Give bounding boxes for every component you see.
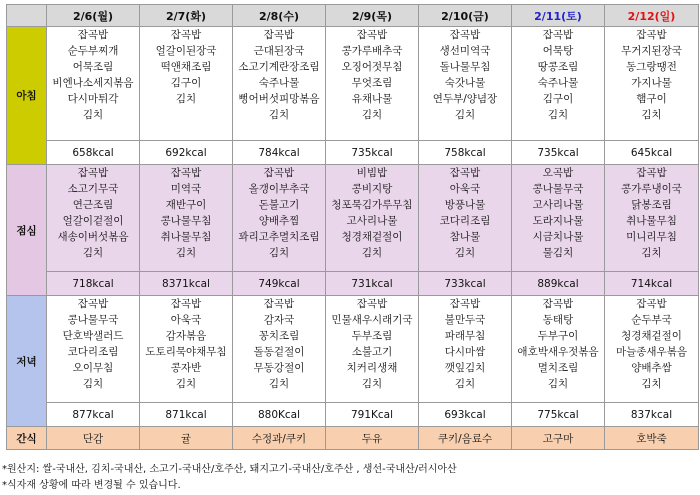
- menu-item: 잡곡밥: [263, 298, 295, 310]
- menu-item: 연두부/양념장: [432, 93, 498, 105]
- menu-item: 비엔나소세지볶음: [52, 77, 134, 89]
- breakfast-kcal-cell: 645kcal: [605, 141, 699, 165]
- snack-cell: 고구마: [512, 427, 605, 450]
- menu-item: 땅콩조림: [537, 61, 579, 73]
- menu-item: 아욱국: [170, 314, 202, 326]
- breakfast-kcal-cell: 735kcal: [326, 141, 419, 165]
- menu-item: 김치: [82, 109, 104, 121]
- menu-item: 김치: [82, 378, 104, 390]
- menu-item: 김치: [547, 109, 569, 121]
- menu-item: 돌동겉절이: [253, 346, 305, 358]
- menu-item: 양배추찜: [258, 215, 300, 227]
- menu-item: 김치: [361, 109, 383, 121]
- menu-item: 김치: [361, 378, 383, 390]
- menu-item: 어묵탕: [542, 45, 574, 57]
- menu-item: 도토리묵야채무침: [145, 346, 227, 358]
- menu-item: 취나물무침: [626, 215, 677, 227]
- dinner-kcal-cell: 791Kcal: [326, 403, 419, 427]
- menu-item: 두부구이: [537, 330, 579, 342]
- dinner-kcal-cell: 877kcal: [47, 403, 140, 427]
- menu-item: 민물새우시래기국: [331, 314, 413, 326]
- dinner-kcal-cell: 880Kcal: [233, 403, 326, 427]
- day-header: 2/6(월): [47, 5, 140, 27]
- menu-item: 김치: [82, 247, 104, 259]
- menu-item: 오이무침: [72, 362, 114, 374]
- menu-item: 동그랑땡전: [626, 61, 677, 73]
- breakfast-kcal-row: [7, 141, 699, 165]
- header-row: [7, 5, 699, 27]
- menu-item: 잡곡밥: [636, 167, 667, 179]
- menu-item: 뻥어버섯피망볶음: [238, 93, 320, 105]
- menu-item: 무동강절이: [253, 362, 305, 374]
- menu-item: 순두부찌개: [67, 45, 119, 57]
- menu-item: 청경채겉절이: [621, 330, 682, 342]
- menu-item: 소고기무국: [67, 183, 119, 195]
- menu-item: 콩나물무국: [532, 183, 584, 195]
- menu-item: 잡곡밥: [449, 29, 481, 41]
- menu-item: 콩자반: [170, 362, 202, 374]
- breakfast-kcal-cell: 692kcal: [140, 141, 233, 165]
- menu-item: 닭봉조림: [631, 199, 672, 211]
- menu-item: 잡곡밥: [636, 298, 667, 310]
- dinner-items-row: [7, 296, 699, 403]
- dinner-menu-cell: [140, 296, 233, 403]
- menu-item: 잡곡밥: [449, 167, 481, 179]
- dinner-menu-cell: [47, 296, 140, 403]
- menu-item: 떡앤채조림: [160, 61, 212, 73]
- menu-item: 코다리조림: [439, 215, 491, 227]
- menu-item: 치커리생채: [346, 362, 398, 374]
- menu-item: 김치: [268, 109, 290, 121]
- menu-item: 멸치조림: [537, 362, 579, 374]
- lunch-menu-cell: [233, 165, 326, 272]
- menu-item: 생선미역국: [439, 45, 491, 57]
- menu-item: 콩비지탕: [351, 183, 393, 195]
- menu-item: 단호박샐러드: [62, 330, 124, 342]
- dinner-menu-cell: [233, 296, 326, 403]
- breakfast-kcal-cell: 735kcal: [512, 141, 605, 165]
- menu-item: 소고기계란장조림: [238, 61, 320, 73]
- footnote-origin: *원산지: 쌀-국내산, 김치-국내산, 소고기-국내산/호주산, 돼지고기-국내산/호주산 , 생선-국내산/러시아산: [2, 464, 457, 475]
- menu-item: 어묵조림: [72, 61, 114, 73]
- menu-item: 잡곡밥: [170, 29, 202, 41]
- breakfast-menu-cell: [605, 27, 699, 141]
- dinner-menu-cell: [326, 296, 419, 403]
- dinner-kcal-cell: 871kcal: [140, 403, 233, 427]
- menu-item: 깻잎김치: [444, 362, 486, 374]
- lunch-kcal-cell: 889kcal: [512, 272, 605, 296]
- menu-item: 잡곡밥: [449, 298, 481, 310]
- meal-plan-table: [6, 4, 699, 450]
- lunch-kcal-cell: 718kcal: [47, 272, 140, 296]
- menu-item: 꽈리고추멸치조림: [238, 231, 320, 243]
- lunch-items-row: [7, 165, 699, 272]
- lunch-kcal-row: [7, 272, 699, 296]
- lunch-menu-cell: [140, 165, 233, 272]
- menu-item: 청경채겉절이: [341, 231, 403, 243]
- menu-item: 고사리나물: [346, 215, 398, 227]
- dinner-menu-cell: [512, 296, 605, 403]
- menu-item: 방풍나물: [444, 199, 486, 211]
- menu-item: 미니리무침: [626, 231, 677, 243]
- menu-item: 잡곡밥: [542, 29, 574, 41]
- menu-item: 재반구이: [165, 199, 207, 211]
- menu-item: 김치: [454, 378, 476, 390]
- menu-item: 가지나물: [631, 77, 672, 89]
- dinner-kcal-cell: 775kcal: [512, 403, 605, 427]
- menu-item: 잡곡밥: [356, 298, 388, 310]
- snack-row: [7, 427, 699, 450]
- menu-item: 잡곡밥: [77, 298, 109, 310]
- menu-item: 김치: [454, 247, 476, 259]
- menu-item: 미역국: [170, 183, 202, 195]
- menu-item: 무거지된장국: [621, 45, 682, 57]
- menu-item: 얼갈이된장국: [155, 45, 217, 57]
- lunch-menu-cell: [326, 165, 419, 272]
- menu-item: 콩가루냉이국: [621, 183, 682, 195]
- day-header: 2/9(목): [326, 5, 419, 27]
- menu-item: 김구이: [542, 93, 574, 105]
- snack-cell: 호박죽: [605, 427, 699, 450]
- snack-cell: 수정과/쿠키: [233, 427, 326, 450]
- snack-cell: 귤: [140, 427, 233, 450]
- snack-cell: 쿠키/음료수: [419, 427, 512, 450]
- menu-item: 돌나물무침: [439, 61, 491, 73]
- menu-item: 김치: [268, 247, 290, 259]
- menu-item: 김치: [641, 247, 662, 259]
- menu-item: 새송이버섯볶음: [57, 231, 129, 243]
- breakfast-kcal-cell: 784kcal: [233, 141, 326, 165]
- breakfast-items-row: [7, 27, 699, 141]
- footnote-change: *식자재 상황에 따라 변경될 수 있습니다.: [2, 480, 181, 491]
- menu-item: 김치: [175, 247, 197, 259]
- menu-item: 소불고기: [351, 346, 393, 358]
- breakfast-menu-cell: [233, 27, 326, 141]
- day-header: 2/7(화): [140, 5, 233, 27]
- menu-item: 코다리조림: [67, 346, 119, 358]
- menu-item: 참나물: [449, 231, 481, 243]
- menu-item: 김치: [641, 109, 662, 121]
- menu-item: 김치: [175, 378, 197, 390]
- lunch-kcal-cell: 8371kcal: [140, 272, 233, 296]
- meal-label-snack: 간식: [7, 427, 47, 450]
- dinner-kcal-cell: 837kcal: [605, 403, 699, 427]
- day-header-sunday: 2/12(일): [605, 5, 699, 27]
- menu-item: 잡곡밥: [356, 29, 388, 41]
- lunch-kcal-cell: 733kcal: [419, 272, 512, 296]
- snack-cell: 단감: [47, 427, 140, 450]
- dinner-kcal-row: [7, 403, 699, 427]
- menu-item: 김구이: [170, 77, 202, 89]
- menu-item: 김치: [175, 93, 197, 105]
- breakfast-kcal-cell: 658kcal: [47, 141, 140, 165]
- menu-item: 감자국: [263, 314, 295, 326]
- menu-item: 두부조림: [351, 330, 393, 342]
- menu-item: 유채나물: [351, 93, 393, 105]
- menu-item: 애호박새우젓볶음: [517, 346, 599, 358]
- lunch-menu-cell: [47, 165, 140, 272]
- lunch-menu-cell: [605, 165, 699, 272]
- menu-item: 김치: [641, 378, 662, 390]
- menu-item: 잡곡밥: [170, 298, 202, 310]
- menu-item: 동태탕: [542, 314, 574, 326]
- menu-item: 오곡밥: [542, 167, 574, 179]
- menu-item: 잡곡밥: [77, 167, 109, 179]
- footnotes: [2, 462, 457, 494]
- menu-item: 햄구이: [636, 93, 667, 105]
- menu-item: 감자볶음: [165, 330, 207, 342]
- meal-label-breakfast: 아침: [7, 27, 47, 165]
- menu-item: 연근조림: [72, 199, 114, 211]
- menu-item: 다시마튀각: [67, 93, 119, 105]
- menu-item: 물김치: [542, 247, 574, 259]
- menu-item: 고사리나물: [532, 199, 584, 211]
- breakfast-menu-cell: [419, 27, 512, 141]
- lunch-kcal-cell: 714kcal: [605, 272, 699, 296]
- menu-item: 올갱이부추국: [248, 183, 310, 195]
- menu-item: 잡곡밥: [636, 29, 667, 41]
- menu-item: 순두부국: [631, 314, 672, 326]
- menu-item: 돈불고기: [258, 199, 300, 211]
- menu-item: 아욱국: [449, 183, 481, 195]
- menu-item: 잡곡밥: [263, 29, 295, 41]
- lunch-kcal-cell: 731kcal: [326, 272, 419, 296]
- menu-item: 숙갓나물: [444, 77, 486, 89]
- lunch-menu-cell: [419, 165, 512, 272]
- menu-item: 콩나물무국: [67, 314, 119, 326]
- menu-item: 김치: [268, 378, 290, 390]
- menu-item: 숙주나물: [537, 77, 579, 89]
- menu-item: 김치: [547, 378, 569, 390]
- day-header: 2/10(금): [419, 5, 512, 27]
- menu-item: 잡곡밥: [263, 167, 295, 179]
- dinner-menu-cell: [419, 296, 512, 403]
- dinner-kcal-cell: 693kcal: [419, 403, 512, 427]
- menu-item: 김치: [361, 247, 383, 259]
- day-header: 2/8(수): [233, 5, 326, 27]
- menu-item: 불만두국: [444, 314, 486, 326]
- breakfast-menu-cell: [140, 27, 233, 141]
- menu-item: 취나물무침: [160, 231, 212, 243]
- menu-item: 다시마쌈: [444, 346, 486, 358]
- meal-label-dinner: 저녁: [7, 296, 47, 427]
- menu-item: 시금치나물: [532, 231, 584, 243]
- snack-cell: 두유: [326, 427, 419, 450]
- menu-item: 청포묵김가루무침: [331, 199, 413, 211]
- lunch-kcal-cell: 749kcal: [233, 272, 326, 296]
- breakfast-menu-cell: [512, 27, 605, 141]
- header-corner: [7, 5, 47, 27]
- menu-item: 잡곡밥: [77, 29, 109, 41]
- breakfast-menu-cell: [326, 27, 419, 141]
- breakfast-menu-cell: [47, 27, 140, 141]
- menu-item: 오징어젓무침: [341, 61, 403, 73]
- menu-item: 꽁치조림: [258, 330, 300, 342]
- menu-item: 숙주나물: [258, 77, 300, 89]
- menu-item: 얼갈이겉절이: [62, 215, 124, 227]
- lunch-menu-cell: [512, 165, 605, 272]
- menu-item: 잡곡밥: [542, 298, 574, 310]
- menu-item: 파래무침: [444, 330, 486, 342]
- menu-item: 마늘종새우볶음: [615, 346, 687, 358]
- menu-item: 콩가루배추국: [341, 45, 403, 57]
- breakfast-kcal-cell: 758kcal: [419, 141, 512, 165]
- meal-label-lunch: 점심: [7, 165, 47, 296]
- day-header-saturday: 2/11(토): [512, 5, 605, 27]
- menu-item: 잡곡밥: [170, 167, 202, 179]
- menu-item: 콩나물무침: [160, 215, 212, 227]
- menu-item: 비빔밥: [356, 167, 388, 179]
- menu-item: 양배추쌈: [631, 362, 672, 374]
- menu-item: 무엇조림: [351, 77, 393, 89]
- menu-item: 김치: [454, 109, 476, 121]
- menu-item: 도라지나물: [532, 215, 584, 227]
- dinner-menu-cell: [605, 296, 699, 403]
- menu-item: 근대된장국: [253, 45, 305, 57]
